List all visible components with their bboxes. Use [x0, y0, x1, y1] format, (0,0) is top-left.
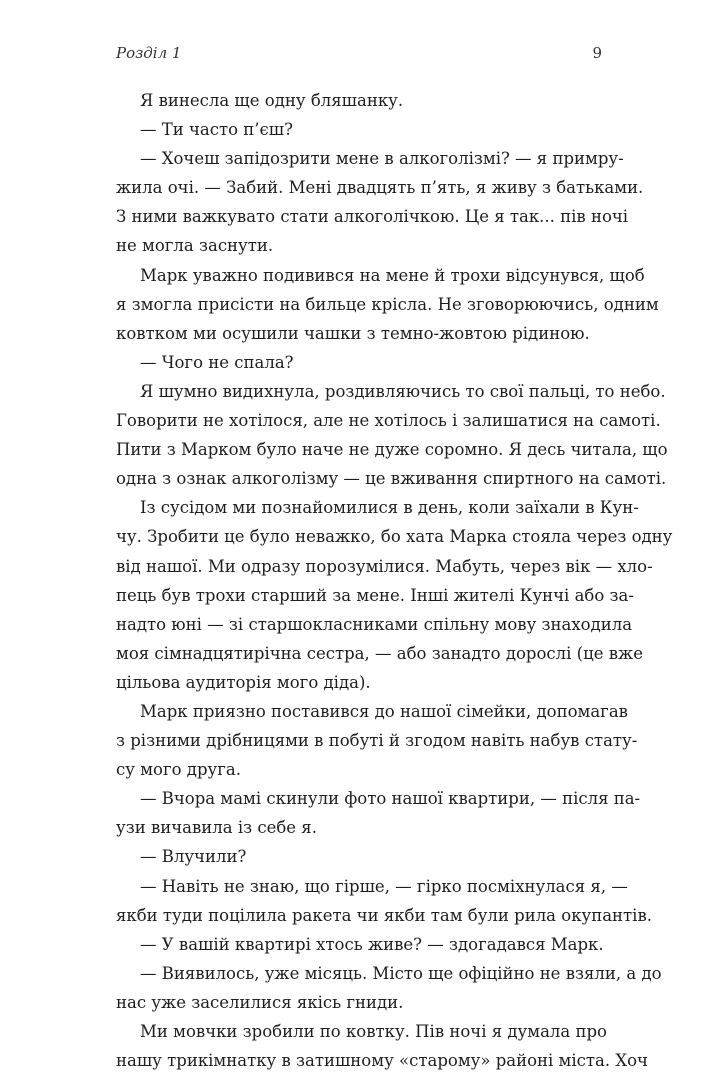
text-line: нас уже заселилися якісь гниди.	[116, 992, 404, 1012]
text-line: від нашої. Ми одразу порозумілися. Мабуть, через вік — хло-	[116, 556, 653, 576]
text-line: з різними дрібницями в побуті й згодом навіть набув стату-	[116, 731, 638, 751]
text-line: — Ти часто п’єш?	[140, 120, 293, 140]
text-line: цільова аудиторія мого діда).	[116, 672, 371, 692]
text-line: Я шумно видихнула, роздивляючись то свої пальці, то небо.	[140, 381, 666, 401]
text-line: Марк приязно поставився до нашої сімейки, допомагав	[140, 701, 628, 721]
text-line: чу. Зробити це було неважко, бо хата Марка стояла через одну	[116, 527, 673, 547]
body-text	[116, 86, 673, 1075]
text-line: Марк уважно подивився на мене й трохи відсунувся, щоб	[140, 265, 645, 285]
text-line: одна з ознак алкоголізму — це вживання спиртного на самоті.	[116, 469, 667, 489]
text-line: Із сусідом ми познайомилися в день, коли заїхали в Кун-	[140, 498, 639, 518]
text-line: моя сімнадцятирічна сестра, — або занадто дорослі (це вже	[116, 643, 643, 663]
page-number: 9	[592, 44, 602, 62]
text-line: я змогла присісти на бильце крісла. Не зговорюючись, одним	[116, 294, 659, 314]
section-title: Розділ 1	[116, 44, 182, 62]
text-line: — Навіть не знаю, що гірше, — гірко посміхнулася я, —	[140, 876, 628, 896]
text-line: су мого друга.	[116, 760, 241, 780]
text-line: жила очі. — Забий. Мені двадцять п’ять, я живу з батьками.	[116, 178, 644, 198]
text-line: Пити з Марком було наче не дуже соромно. Я десь читала, що	[116, 440, 668, 460]
text-line: не могла заснути.	[116, 236, 274, 256]
text-line: Ми мовчки зробили по ковтку. Пів ночі я думала про	[140, 1022, 607, 1041]
running-header	[116, 44, 602, 68]
text-line: нашу трикімнатку в затишному «старому» районі міста. Хоч	[116, 1051, 648, 1071]
text-line: — Виявилось, уже місяць. Місто ще офіційно не взяли, а до	[140, 963, 662, 983]
text-line: — У вашій квартирі хтось живе? — здогадався Марк.	[140, 934, 604, 954]
text-line: надто юні — зі старшокласниками спільну мову знаходила	[116, 614, 633, 634]
text-line: узи вичавила із себе я.	[116, 818, 317, 838]
text-line: Я винесла ще одну бляшанку.	[140, 91, 404, 110]
text-line: Говорити не хотілося, але не хотілось і залишатися на самоті.	[116, 411, 661, 431]
text-line: — Чого не спала?	[140, 352, 294, 372]
text-line: — Вчора мамі скинули фото нашої квартири, — після па-	[140, 789, 641, 809]
text-line: пець був трохи старший за мене. Інші жителі Кунчі або за-	[116, 585, 634, 605]
text-line: — Хочеш запідозрити мене в алкоголізмі? — я примру-	[140, 149, 624, 169]
text-line: ковтком ми осушили чашки з темно-жовтою рідиною.	[116, 323, 590, 343]
text-line: З ними важкувато стати алкоголічкою. Це я так... пів ночі	[116, 207, 629, 227]
text-line: якби туди поцілила ракета чи якби там були рила окупантів.	[116, 905, 652, 925]
text-line: — Влучили?	[140, 847, 247, 867]
